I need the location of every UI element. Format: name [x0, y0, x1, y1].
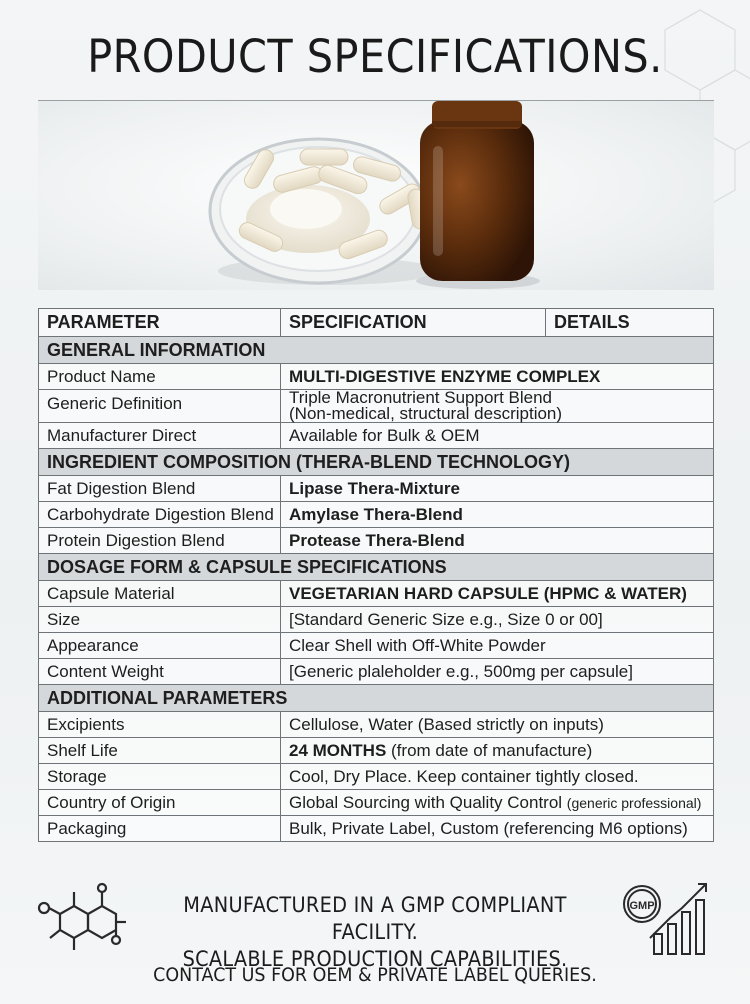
section-heading-row	[39, 449, 714, 476]
param-cell: Capsule Material	[39, 581, 281, 607]
molecule-icon	[36, 878, 131, 958]
spec-cell	[281, 790, 714, 816]
spec-cell: Cellulose, Water (Based strictly on inputs)	[281, 712, 714, 738]
table-row	[39, 364, 714, 390]
spec-cell: Amylase Thera-Blend	[281, 502, 714, 528]
spec-cell: VEGETARIAN HARD CAPSULE (HPMC & WATER)	[281, 581, 714, 607]
spec-text: (from date of manufacture)	[386, 740, 593, 760]
param-cell: Country of Origin	[39, 790, 281, 816]
table-row	[39, 659, 714, 685]
spec-small-text: (generic professional)	[566, 794, 702, 811]
param-cell: Carbohydrate Digestion Blend	[39, 502, 281, 528]
param-cell: Excipients	[39, 712, 281, 738]
section-heading-row	[39, 337, 714, 364]
spec-cell	[281, 738, 714, 764]
contact-statement: CONTACT US FOR OEM & PRIVATE LABEL QUERIES.	[153, 964, 597, 986]
table-row	[39, 633, 714, 659]
table-row	[39, 390, 714, 423]
section-heading: ADDITIONAL PARAMETERS	[39, 685, 714, 712]
param-cell: Manufacturer Direct	[39, 423, 281, 449]
page-title: PRODUCT SPECIFICATIONS.	[87, 30, 663, 83]
gmp-statement-line-1: MANUFACTURED IN A GMP COMPLIANT FACILITY.	[183, 893, 567, 944]
section-heading: DOSAGE FORM & CAPSULE SPECIFICATIONS	[39, 554, 714, 581]
header-parameter: PARAMETER	[39, 309, 281, 337]
header-specification: SPECIFICATION	[281, 309, 546, 337]
product-photo	[38, 101, 714, 290]
spec-cell: Protease Thera-Blend	[281, 528, 714, 554]
spec-cell: Bulk, Private Label, Custom (referencing M6 options)	[281, 816, 714, 842]
table-row	[39, 423, 714, 449]
gmp-statement	[140, 892, 609, 973]
table-row	[39, 790, 714, 816]
table-row	[39, 502, 714, 528]
table-row	[39, 816, 714, 842]
table-row	[39, 528, 714, 554]
table-row	[39, 607, 714, 633]
spec-cell: MULTI-DIGESTIVE ENZYME COMPLEX	[281, 364, 714, 390]
gmp-badge-label: GMP	[629, 900, 655, 912]
specifications-table	[38, 308, 714, 842]
spec-cell: [Generic plaleholder e.g., 500mg per capsule]	[281, 659, 714, 685]
gmp-statement-line-2: SCALABLE PRODUCTION CAPABILITIES.	[182, 947, 568, 971]
param-cell: Fat Digestion Blend	[39, 476, 281, 502]
gmp-growth-icon	[620, 878, 715, 958]
section-heading-row	[39, 685, 714, 712]
header-details: DETAILS	[546, 309, 714, 337]
table-row	[39, 476, 714, 502]
param-cell: Shelf Life	[39, 738, 281, 764]
param-cell: Appearance	[39, 633, 281, 659]
param-cell: Generic Definition	[39, 390, 281, 423]
spec-line-1: Triple Macronutrient Support Blend	[289, 388, 553, 407]
spec-cell: Lipase Thera-Mixture	[281, 476, 714, 502]
spec-cell	[281, 390, 714, 423]
table-row	[39, 738, 714, 764]
param-cell: Protein Digestion Blend	[39, 528, 281, 554]
spec-text: Global Sourcing with Quality Control	[289, 792, 567, 812]
spec-cell: Clear Shell with Off-White Powder	[281, 633, 714, 659]
section-heading: INGREDIENT COMPOSITION (THERA-BLEND TECHNOLOGY)	[39, 449, 714, 476]
table-header-row	[39, 309, 714, 337]
param-cell: Size	[39, 607, 281, 633]
param-cell: Content Weight	[39, 659, 281, 685]
param-cell: Packaging	[39, 816, 281, 842]
param-cell: Storage	[39, 764, 281, 790]
table-row	[39, 581, 714, 607]
spec-cell: Cool, Dry Place. Keep container tightly closed.	[281, 764, 714, 790]
spec-cell: Available for Bulk & OEM	[281, 423, 714, 449]
table-row	[39, 712, 714, 738]
table-row	[39, 764, 714, 790]
section-heading-row	[39, 554, 714, 581]
spec-bold-text: 24 MONTHS	[289, 740, 387, 760]
spec-cell: [Standard Generic Size e.g., Size 0 or 00]	[281, 607, 714, 633]
spec-line-2: (Non-medical, structural description)	[289, 404, 563, 423]
section-heading: GENERAL INFORMATION	[39, 337, 714, 364]
param-cell: Product Name	[39, 364, 281, 390]
